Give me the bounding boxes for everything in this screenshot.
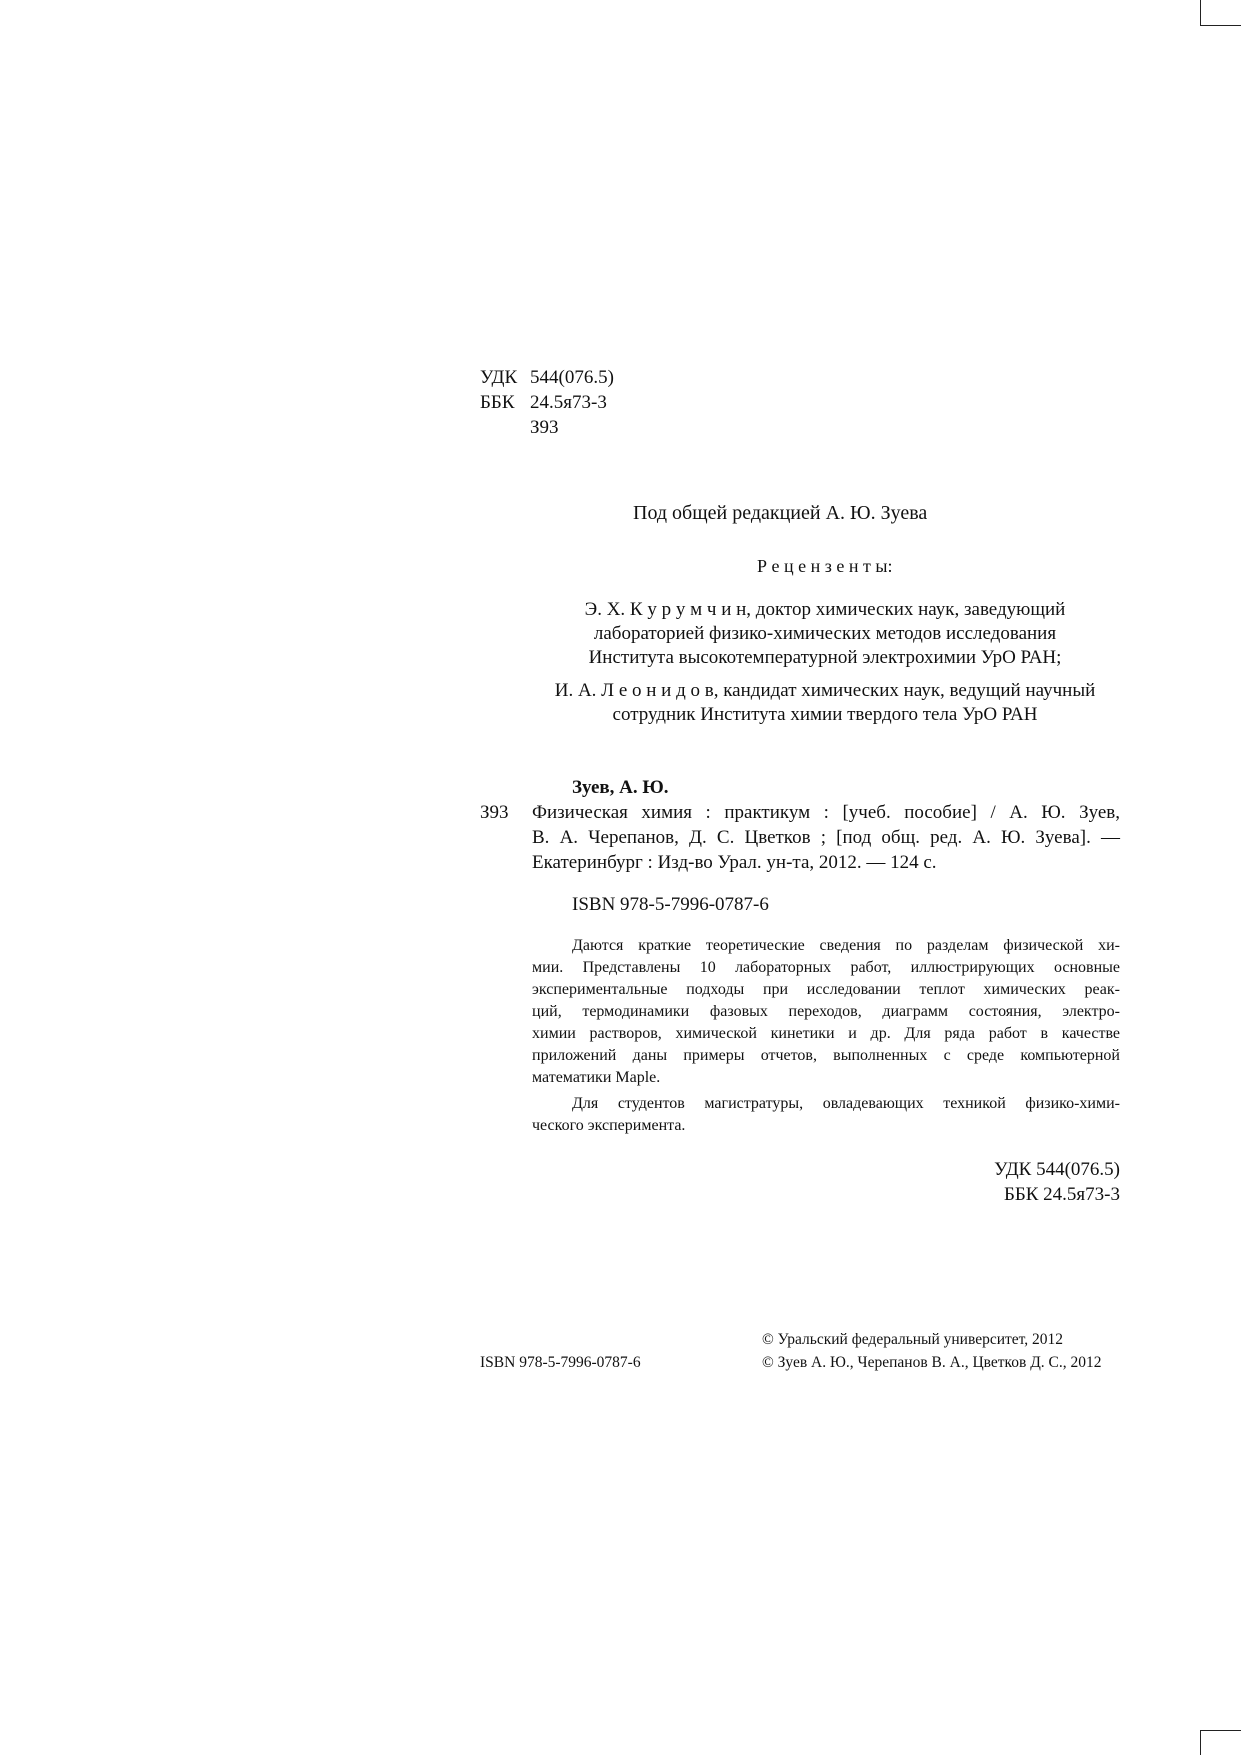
crop-mark-top-vertical — [1200, 0, 1201, 26]
copyright-isbn: ISBN 978-5-7996-0787-6 — [480, 1354, 641, 1371]
crop-mark-bottom-vertical — [1200, 1730, 1201, 1755]
annotation-line-3: экспериментальные подходы при исследовании теплот химических реак- — [532, 981, 1120, 998]
annotation-p2-line-2: ческого эксперимента. — [532, 1117, 686, 1134]
annotation-line-6: приложений даны примеры отчетов, выполненных с среде компьютерной — [532, 1047, 1120, 1064]
crop-mark-top-horizontal — [1201, 25, 1241, 26]
author-heading: Зуев, А. Ю. — [572, 777, 669, 798]
reviewer-1 — [530, 598, 1120, 670]
bbk-value: 24.5я73-3 — [530, 392, 607, 413]
bbk-label: ББК — [480, 392, 515, 413]
editor-line: Под общей редакцией А. Ю. Зуева — [633, 502, 928, 524]
bib-line-1: Физическая химия : практикум : [учеб. пособие] / А. Ю. Зуев, — [532, 802, 1120, 823]
reviewer-1-name: Э. Х. К у р у м ч и н — [584, 599, 747, 620]
annotation-line-2: мии. Представлены 10 лабораторных работ, иллюстрирующих основные — [532, 959, 1120, 976]
udk-value: 544(076.5) — [530, 367, 614, 388]
reviewer-2-line-1: И. А. Л е о н и д о в, кандидат химических наук, ведущий научный — [554, 680, 1096, 701]
reviewer-2-line-2: сотрудник Института химии твердого тела УрО РАН — [612, 704, 1038, 725]
author-mark: З93 — [530, 417, 559, 438]
crop-mark-bottom-horizontal — [1201, 1730, 1241, 1731]
copyright-line-2: © Зуев А. Ю., Черепанов В. А., Цветков Д. С., 2012 — [762, 1354, 1102, 1371]
bib-isbn: ISBN 978-5-7996-0787-6 — [572, 894, 769, 915]
footer-udk: УДК 544(076.5) — [994, 1159, 1120, 1180]
reviewer-1-line-3: Института высокотемпературной электрохимии УрО РАН; — [588, 647, 1062, 668]
reviewers-title: Р е ц е н з е н т ы: — [757, 556, 893, 576]
bib-line-3: Екатеринбург : Изд-во Урал. ун-та, 2012. — 124 с. — [532, 852, 937, 873]
annotation-line-5: химии растворов, химической кинетики и др. Для ряда работ в качестве — [532, 1025, 1120, 1042]
copyright-line-1: © Уральский федеральный университет, 2012 — [762, 1331, 1064, 1348]
udk-label: УДК — [480, 367, 518, 388]
annotation-line-4: ций, термодинамики фазовых переходов, диаграмм состояния, электро- — [532, 1003, 1120, 1020]
reviewer-2-name: И. А. Л е о н и д о в — [554, 680, 714, 701]
annotation-line-7: математики Maple. — [532, 1069, 661, 1086]
reviewer-2 — [520, 679, 1130, 727]
bib-line-2: В. А. Черепанов, Д. С. Цветков ; [под общ. ред. А. Ю. Зуева]. — — [532, 827, 1120, 848]
bib-mark: З93 — [480, 802, 509, 823]
reviewer-1-line-1: Э. Х. К у р у м ч и н, доктор химических наук, заведующий — [584, 599, 1066, 620]
footer-bbk: ББК 24.5я73-3 — [1003, 1184, 1120, 1205]
reviewer-1-line-2: лабораторией физико-химических методов исследования — [593, 623, 1057, 644]
annotation-p2-line-1: Для студентов магистратуры, овладевающих техникой физико-хими- — [572, 1095, 1120, 1112]
annotation-line-1: Даются краткие теоретические сведения по разделам физической хи- — [572, 937, 1120, 954]
